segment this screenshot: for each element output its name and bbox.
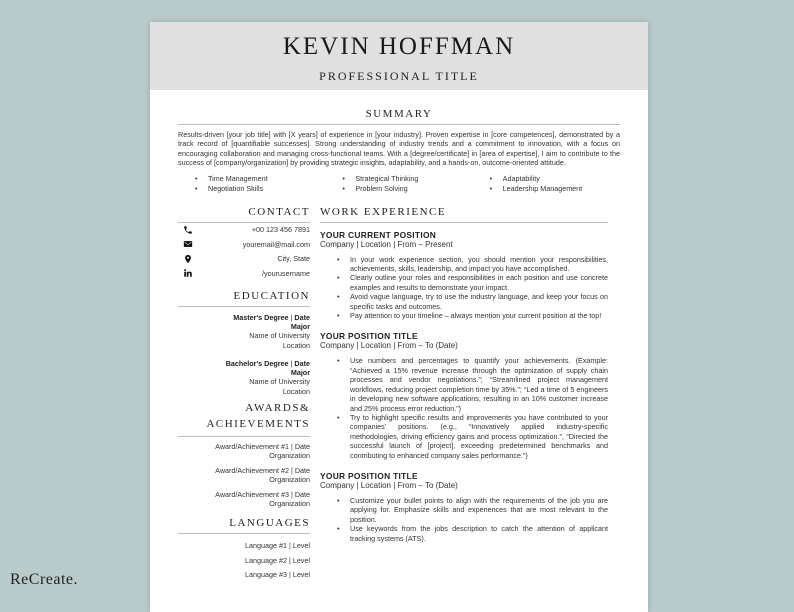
award-title: Award/Achievement #3 | Date [215, 489, 310, 499]
contact-heading: CONTACT [248, 205, 310, 218]
degree-date: Date [294, 358, 310, 368]
job-entry [320, 230, 608, 321]
phone-value: +00 123 456 7891 [251, 225, 310, 235]
brand-watermark: ReCreate. [10, 571, 79, 588]
job-meta: Company | Location | From – To (Date) [320, 480, 458, 490]
skill-item: • Problem Solving [325, 184, 472, 194]
contact-linkedin [178, 266, 310, 281]
job-bullet: • Use numbers and percentages to quantify your achievements. (Example: “Achieved a 15% revenue increase through the optimization of supply chain processes and vendor negotiations.”; “Streamlined project management workflows, reducing project completion time by 35%.”; “Led a time of 5 engineers in developing new software applications, resulting in an 10% customer increase and 25% process error reduction.”) [320, 356, 608, 412]
job-title: YOUR POSITION TITLE [320, 331, 418, 342]
job-bullet: • In your work experience section, you should mention your responsibilities, achievements, skills, leadership, and impact you have accomplished. [320, 255, 608, 274]
skills-column [325, 174, 472, 194]
contact-location [178, 252, 310, 267]
skill-item: • Negotiation Skills [178, 184, 325, 194]
degree-name: Bachelor's Degree [225, 358, 289, 368]
skills-list [178, 174, 620, 194]
school-location: Location [282, 386, 310, 396]
job-bullet: • Use keywords from the jobs description to catch the attention of applicant tracking systems (ATS). [320, 524, 608, 543]
job-bullet: • Clearly outline your roles and responsibilities in each position and use concrete examples and results to demonstrate your impact. [320, 273, 608, 292]
location-value: City, State [277, 254, 310, 264]
experience-divider [320, 222, 608, 223]
award-title: Award/Achievement #2 | Date [215, 465, 310, 475]
awards-divider [178, 436, 310, 437]
email-value: youremail@mail.com [242, 239, 310, 249]
awards-heading [178, 400, 310, 432]
skill-item: • Strategical Thinking [325, 174, 472, 184]
skills-column [178, 174, 325, 194]
skill-item: • Leadership Management [473, 184, 620, 194]
award-organization: Organization [269, 451, 310, 461]
degree-separator: | [288, 358, 295, 368]
job-bullets [320, 356, 608, 459]
skill-item: • Time Management [178, 174, 325, 184]
degree-name: Master's Degree [233, 312, 289, 322]
summary-divider [178, 124, 620, 125]
job-bullet: • Customize your bullet points to align with the requirements of the job you are applying for. Emphasize skills and experiences that are most relevant to the position. [320, 496, 608, 524]
degree-separator: | [288, 312, 295, 322]
contact-email [178, 237, 310, 252]
linkedin-value: /yourusername [262, 268, 310, 278]
language-item: Language #2 | Level [244, 555, 310, 565]
summary-heading: SUMMARY [365, 108, 433, 120]
language-item: Language #3 | Level [244, 570, 310, 580]
school-name: Name of University [249, 331, 310, 341]
experience-heading: WORK EXPERIENCE [320, 205, 447, 218]
resume-columns [150, 202, 648, 583]
award-organization: Organization [269, 499, 310, 509]
resume-page [150, 22, 648, 612]
education-entry [178, 359, 310, 396]
candidate-name: KEVIN HOFFMAN [282, 33, 516, 60]
languages-divider [178, 533, 310, 534]
skill-item: • Adaptability [473, 174, 620, 184]
right-column [320, 202, 608, 583]
award-entry [178, 442, 310, 461]
job-bullets [320, 255, 608, 321]
awards-heading-line1: AWARDS& [245, 402, 310, 414]
job-bullet: • Pay attention to your timeline – always mention your current position at the top! [320, 311, 608, 320]
education-entry [178, 313, 310, 350]
job-title: YOUR POSITION TITLE [320, 470, 418, 481]
award-organization: Organization [269, 475, 310, 485]
envelope-icon [182, 238, 194, 250]
resume-header [150, 22, 648, 90]
job-bullet: • Avoid vague language, try to use the industry language, and keep your focus on specific tasks and outcomes. [320, 292, 608, 311]
degree-major: Major [290, 321, 310, 331]
award-entry [178, 490, 310, 509]
education-heading: EDUCATION [233, 289, 310, 302]
linkedin-icon [182, 267, 194, 279]
school-location: Location [282, 340, 310, 350]
degree-major: Major [290, 368, 310, 378]
job-bullets [320, 496, 608, 543]
school-name: Name of University [249, 377, 310, 387]
degree-date: Date [294, 312, 310, 322]
phone-icon [182, 224, 194, 236]
awards-heading-line2: ACHIEVEMENTS [206, 418, 310, 430]
award-entry [178, 466, 310, 485]
map-pin-icon [182, 253, 194, 265]
contact-phone [178, 223, 310, 238]
job-meta: Company | Location | From – Present [320, 239, 453, 249]
skills-column [473, 174, 620, 194]
left-column [178, 202, 310, 583]
language-item: Language #1 | Level [244, 541, 310, 551]
job-title: YOUR CURRENT POSITION [320, 229, 437, 240]
languages-heading: LANGUAGES [229, 517, 310, 530]
job-entry [320, 331, 608, 459]
job-bullet: • Try to highlight specific results and improvements you have contributed to your companies' positions. (e.g., “Innovatively applied industry-specific methodologies, driving efficiency gains and process optimization.”, “Directed the successful launch of [project], exceeding predetermined benchmarks and contributing to enhanced company sales performance.”) [320, 413, 608, 460]
summary-text: Results-driven [your job title] with [X years] of experience in [your industry]. Proven expertise in [core competences], demonstrated by a track record of [quantifiable successes]. Strong understanding of industry trends and a commitment to innovation, with a focus on encouraging collaboration and managing cross-functional teams. With a [degree/certificate] in [area of expertise], I aim to contribute to the success of [company/organization] by providing strategic insights, adaptability, and a hands-on, outcome-oriented attitude. [178, 130, 620, 168]
award-title: Award/Achievement #1 | Date [215, 442, 310, 451]
job-meta: Company | Location | From – To (Date) [320, 341, 458, 351]
professional-title: PROFESSIONAL TITLE [319, 69, 479, 83]
education-divider [178, 306, 310, 307]
job-entry [320, 471, 608, 543]
